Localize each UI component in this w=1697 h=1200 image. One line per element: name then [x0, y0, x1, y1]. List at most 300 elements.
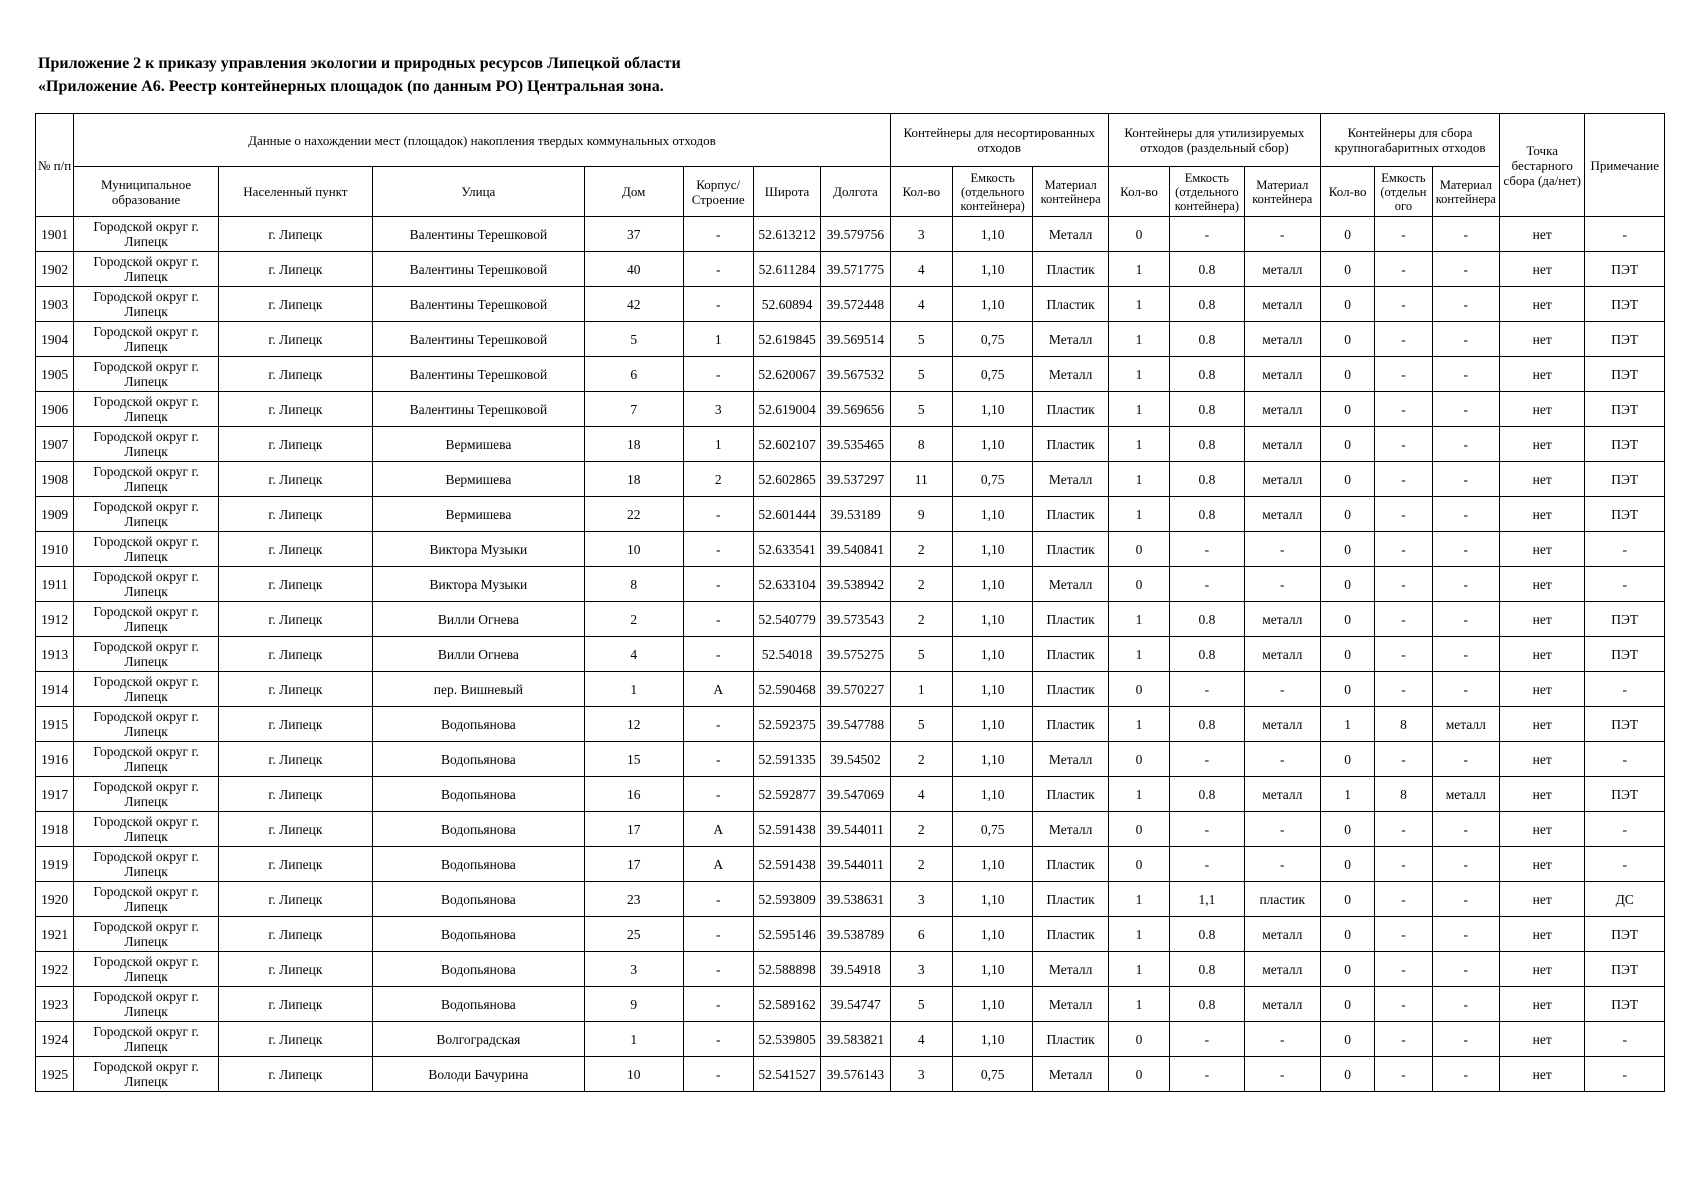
bulky-count-cell: 0 — [1320, 392, 1374, 427]
house-cell: 22 — [584, 497, 683, 532]
bulky-capacity-cell: - — [1375, 952, 1432, 987]
unsorted-material-cell: Металл — [1033, 217, 1108, 252]
note-cell: ПЭТ — [1585, 602, 1665, 637]
recyclable-count-cell: 1 — [1108, 777, 1169, 812]
note-cell: - — [1585, 217, 1665, 252]
table-row — [36, 812, 1665, 847]
bagless-cell: нет — [1499, 392, 1584, 427]
latitude-cell: 52.540779 — [753, 602, 820, 637]
bulky-capacity-cell: - — [1375, 812, 1432, 847]
table-row — [36, 847, 1665, 882]
recyclable-material-cell: металл — [1244, 952, 1320, 987]
unsorted-capacity-cell: 0,75 — [952, 322, 1032, 357]
recyclable-material-cell: - — [1244, 812, 1320, 847]
building-cell: - — [683, 1057, 753, 1092]
building-cell: - — [683, 952, 753, 987]
unsorted-count-cell: 4 — [890, 777, 952, 812]
recyclable-capacity-cell: 0.8 — [1170, 637, 1244, 672]
bulky-material-cell: - — [1432, 392, 1499, 427]
latitude-cell: 52.601444 — [753, 497, 820, 532]
unsorted-capacity-cell: 1,10 — [952, 427, 1032, 462]
recyclable-capacity-cell: 0.8 — [1170, 952, 1244, 987]
bagless-cell: нет — [1499, 882, 1584, 917]
unsorted-count-cell: 2 — [890, 602, 952, 637]
building-cell: - — [683, 742, 753, 777]
bulky-capacity-cell: - — [1375, 987, 1432, 1022]
bulky-capacity-cell: - — [1375, 532, 1432, 567]
recyclable-count-cell: 0 — [1108, 742, 1169, 777]
header-bulky-material: Материал контейнера — [1432, 167, 1499, 217]
unsorted-material-cell: Пластик — [1033, 427, 1108, 462]
recyclable-count-cell: 1 — [1108, 322, 1169, 357]
latitude-cell: 52.589162 — [753, 987, 820, 1022]
bulky-count-cell: 0 — [1320, 882, 1374, 917]
recyclable-capacity-cell: - — [1170, 217, 1244, 252]
street-cell: Валентины Терешковой — [372, 322, 584, 357]
bulky-material-cell: - — [1432, 497, 1499, 532]
latitude-cell: 52.619004 — [753, 392, 820, 427]
unsorted-count-cell: 5 — [890, 637, 952, 672]
unsorted-count-cell: 1 — [890, 672, 952, 707]
settlement-cell: г. Липецк — [218, 777, 372, 812]
street-cell: Водопьянова — [372, 952, 584, 987]
row-number: 1903 — [36, 287, 74, 322]
street-cell: Вермишева — [372, 497, 584, 532]
table-row — [36, 287, 1665, 322]
note-cell: ДС — [1585, 882, 1665, 917]
bulky-count-cell: 0 — [1320, 252, 1374, 287]
municipality-cell: Городской округ г. Липецк — [74, 357, 219, 392]
row-number: 1908 — [36, 462, 74, 497]
bagless-cell: нет — [1499, 917, 1584, 952]
settlement-cell: г. Липецк — [218, 427, 372, 462]
bulky-count-cell: 0 — [1320, 217, 1374, 252]
unsorted-count-cell: 5 — [890, 392, 952, 427]
settlement-cell: г. Липецк — [218, 567, 372, 602]
note-cell: ПЭТ — [1585, 392, 1665, 427]
settlement-cell: г. Липецк — [218, 217, 372, 252]
bulky-count-cell: 0 — [1320, 1022, 1374, 1057]
house-cell: 2 — [584, 602, 683, 637]
row-number: 1919 — [36, 847, 74, 882]
settlement-cell: г. Липецк — [218, 497, 372, 532]
house-cell: 7 — [584, 392, 683, 427]
unsorted-material-cell: Металл — [1033, 987, 1108, 1022]
recyclable-capacity-cell: 0.8 — [1170, 357, 1244, 392]
row-number: 1906 — [36, 392, 74, 427]
bagless-cell: нет — [1499, 812, 1584, 847]
unsorted-capacity-cell: 1,10 — [952, 252, 1032, 287]
street-cell: пер. Вишневый — [372, 672, 584, 707]
recyclable-capacity-cell: 0.8 — [1170, 287, 1244, 322]
table-row — [36, 357, 1665, 392]
settlement-cell: г. Липецк — [218, 392, 372, 427]
bagless-cell: нет — [1499, 952, 1584, 987]
house-cell: 12 — [584, 707, 683, 742]
house-cell: 17 — [584, 812, 683, 847]
settlement-cell: г. Липецк — [218, 532, 372, 567]
unsorted-count-cell: 2 — [890, 812, 952, 847]
recyclable-material-cell: металл — [1244, 287, 1320, 322]
header-bagless: Точка бестарного сбора (да/нет) — [1499, 114, 1584, 217]
bulky-material-cell: - — [1432, 1022, 1499, 1057]
house-cell: 16 — [584, 777, 683, 812]
bulky-count-cell: 0 — [1320, 357, 1374, 392]
table-row — [36, 322, 1665, 357]
unsorted-count-cell: 3 — [890, 1057, 952, 1092]
building-cell: - — [683, 497, 753, 532]
header-house: Дом — [584, 167, 683, 217]
unsorted-count-cell: 5 — [890, 987, 952, 1022]
recyclable-count-cell: 1 — [1108, 952, 1169, 987]
settlement-cell: г. Липецк — [218, 952, 372, 987]
latitude-cell: 52.590468 — [753, 672, 820, 707]
note-cell: ПЭТ — [1585, 252, 1665, 287]
house-cell: 42 — [584, 287, 683, 322]
building-cell: 3 — [683, 392, 753, 427]
longitude-cell: 39.538942 — [821, 567, 890, 602]
container-sites-registry-table — [35, 113, 1665, 1092]
recyclable-count-cell: 1 — [1108, 427, 1169, 462]
header-bulky-capacity: Емкость (отдельн ого — [1375, 167, 1432, 217]
bulky-capacity-cell: - — [1375, 497, 1432, 532]
header-latitude: Широта — [753, 167, 820, 217]
settlement-cell: г. Липецк — [218, 917, 372, 952]
header-street: Улица — [372, 167, 584, 217]
street-cell: Виктора Музыки — [372, 567, 584, 602]
bulky-count-cell: 0 — [1320, 287, 1374, 322]
latitude-cell: 52.591335 — [753, 742, 820, 777]
unsorted-capacity-cell: 1,10 — [952, 952, 1032, 987]
recyclable-capacity-cell: 0.8 — [1170, 322, 1244, 357]
table-row — [36, 1022, 1665, 1057]
row-number: 1907 — [36, 427, 74, 462]
street-cell: Валентины Терешковой — [372, 252, 584, 287]
latitude-cell: 52.611284 — [753, 252, 820, 287]
latitude-cell: 52.619845 — [753, 322, 820, 357]
recyclable-capacity-cell: 0.8 — [1170, 497, 1244, 532]
unsorted-material-cell: Пластик — [1033, 777, 1108, 812]
row-number: 1911 — [36, 567, 74, 602]
row-number: 1910 — [36, 532, 74, 567]
municipality-cell: Городской округ г. Липецк — [74, 1057, 219, 1092]
municipality-cell: Городской округ г. Липецк — [74, 917, 219, 952]
street-cell: Валентины Терешковой — [372, 357, 584, 392]
bagless-cell: нет — [1499, 287, 1584, 322]
note-cell: - — [1585, 672, 1665, 707]
row-number: 1914 — [36, 672, 74, 707]
table-row — [36, 602, 1665, 637]
latitude-cell: 52.591438 — [753, 847, 820, 882]
longitude-cell: 39.583821 — [821, 1022, 890, 1057]
street-cell: Вермишева — [372, 427, 584, 462]
bulky-capacity-cell: - — [1375, 1057, 1432, 1092]
recyclable-count-cell: 0 — [1108, 567, 1169, 602]
unsorted-material-cell: Пластик — [1033, 917, 1108, 952]
house-cell: 15 — [584, 742, 683, 777]
unsorted-count-cell: 5 — [890, 707, 952, 742]
header-recyclable-count: Кол-во — [1108, 167, 1169, 217]
recyclable-count-cell: 1 — [1108, 987, 1169, 1022]
building-cell: - — [683, 287, 753, 322]
bulky-count-cell: 0 — [1320, 847, 1374, 882]
bagless-cell: нет — [1499, 987, 1584, 1022]
row-number: 1925 — [36, 1057, 74, 1092]
header-recyclable-capacity: Емкость (отдельного контейнера) — [1170, 167, 1244, 217]
recyclable-material-cell: - — [1244, 1057, 1320, 1092]
bulky-capacity-cell: - — [1375, 602, 1432, 637]
bulky-material-cell: - — [1432, 812, 1499, 847]
recyclable-count-cell: 1 — [1108, 497, 1169, 532]
header-municipality: Муниципальное образование — [74, 167, 219, 217]
house-cell: 17 — [584, 847, 683, 882]
recyclable-count-cell: 0 — [1108, 1057, 1169, 1092]
bulky-count-cell: 0 — [1320, 532, 1374, 567]
bulky-material-cell: - — [1432, 217, 1499, 252]
recyclable-material-cell: металл — [1244, 707, 1320, 742]
bulky-capacity-cell: - — [1375, 357, 1432, 392]
row-number: 1917 — [36, 777, 74, 812]
table-row — [36, 777, 1665, 812]
bulky-material-cell: - — [1432, 287, 1499, 322]
recyclable-capacity-cell: 0.8 — [1170, 917, 1244, 952]
recyclable-count-cell: 1 — [1108, 462, 1169, 497]
settlement-cell: г. Липецк — [218, 707, 372, 742]
bulky-capacity-cell: - — [1375, 392, 1432, 427]
latitude-cell: 52.602865 — [753, 462, 820, 497]
bulky-capacity-cell: - — [1375, 1022, 1432, 1057]
bagless-cell: нет — [1499, 1057, 1584, 1092]
recyclable-count-cell: 0 — [1108, 812, 1169, 847]
municipality-cell: Городской округ г. Липецк — [74, 392, 219, 427]
municipality-cell: Городской округ г. Липецк — [74, 847, 219, 882]
house-cell: 9 — [584, 987, 683, 1022]
recyclable-material-cell: металл — [1244, 322, 1320, 357]
building-cell: - — [683, 602, 753, 637]
bulky-material-cell: - — [1432, 602, 1499, 637]
bulky-material-cell: металл — [1432, 777, 1499, 812]
row-number: 1916 — [36, 742, 74, 777]
bulky-count-cell: 0 — [1320, 497, 1374, 532]
table-sub-header-row — [36, 167, 1665, 217]
bulky-material-cell: - — [1432, 427, 1499, 462]
recyclable-material-cell: - — [1244, 1022, 1320, 1057]
row-number: 1905 — [36, 357, 74, 392]
recyclable-material-cell: металл — [1244, 637, 1320, 672]
table-row — [36, 637, 1665, 672]
house-cell: 1 — [584, 672, 683, 707]
table-row — [36, 882, 1665, 917]
bulky-capacity-cell: - — [1375, 917, 1432, 952]
unsorted-capacity-cell: 1,10 — [952, 497, 1032, 532]
unsorted-material-cell: Пластик — [1033, 532, 1108, 567]
unsorted-count-cell: 2 — [890, 532, 952, 567]
bulky-count-cell: 0 — [1320, 602, 1374, 637]
latitude-cell: 52.595146 — [753, 917, 820, 952]
municipality-cell: Городской округ г. Липецк — [74, 427, 219, 462]
unsorted-material-cell: Металл — [1033, 462, 1108, 497]
recyclable-count-cell: 1 — [1108, 287, 1169, 322]
unsorted-count-cell: 9 — [890, 497, 952, 532]
unsorted-material-cell: Металл — [1033, 357, 1108, 392]
bagless-cell: нет — [1499, 427, 1584, 462]
table-row — [36, 392, 1665, 427]
bagless-cell: нет — [1499, 707, 1584, 742]
recyclable-count-cell: 0 — [1108, 217, 1169, 252]
building-cell: - — [683, 532, 753, 567]
municipality-cell: Городской округ г. Липецк — [74, 462, 219, 497]
unsorted-capacity-cell: 0,75 — [952, 812, 1032, 847]
longitude-cell: 39.53189 — [821, 497, 890, 532]
recyclable-material-cell: пластик — [1244, 882, 1320, 917]
unsorted-capacity-cell: 1,10 — [952, 287, 1032, 322]
building-cell: - — [683, 1022, 753, 1057]
longitude-cell: 39.575275 — [821, 637, 890, 672]
latitude-cell: 52.633541 — [753, 532, 820, 567]
latitude-cell: 52.539805 — [753, 1022, 820, 1057]
longitude-cell: 39.567532 — [821, 357, 890, 392]
longitude-cell: 39.573543 — [821, 602, 890, 637]
latitude-cell: 52.541527 — [753, 1057, 820, 1092]
recyclable-capacity-cell: 0.8 — [1170, 777, 1244, 812]
bulky-capacity-cell: - — [1375, 847, 1432, 882]
building-cell: - — [683, 217, 753, 252]
unsorted-capacity-cell: 1,10 — [952, 882, 1032, 917]
bulky-capacity-cell: 8 — [1375, 707, 1432, 742]
note-cell: ПЭТ — [1585, 637, 1665, 672]
note-cell: ПЭТ — [1585, 357, 1665, 392]
unsorted-material-cell: Металл — [1033, 952, 1108, 987]
bulky-count-cell: 0 — [1320, 567, 1374, 602]
latitude-cell: 52.620067 — [753, 357, 820, 392]
street-cell: Валентины Терешковой — [372, 217, 584, 252]
bagless-cell: нет — [1499, 462, 1584, 497]
table-row — [36, 1057, 1665, 1092]
house-cell: 6 — [584, 357, 683, 392]
street-cell: Валентины Терешковой — [372, 392, 584, 427]
longitude-cell: 39.571775 — [821, 252, 890, 287]
bulky-count-cell: 0 — [1320, 952, 1374, 987]
unsorted-material-cell: Пластик — [1033, 287, 1108, 322]
table-row — [36, 987, 1665, 1022]
bulky-capacity-cell: - — [1375, 637, 1432, 672]
note-cell: - — [1585, 567, 1665, 602]
note-cell: ПЭТ — [1585, 917, 1665, 952]
municipality-cell: Городской округ г. Липецк — [74, 497, 219, 532]
bulky-material-cell: - — [1432, 322, 1499, 357]
bagless-cell: нет — [1499, 217, 1584, 252]
bulky-material-cell: - — [1432, 672, 1499, 707]
unsorted-capacity-cell: 1,10 — [952, 567, 1032, 602]
unsorted-count-cell: 5 — [890, 322, 952, 357]
unsorted-capacity-cell: 1,10 — [952, 707, 1032, 742]
table-group-header-row — [36, 114, 1665, 167]
recyclable-count-cell: 0 — [1108, 672, 1169, 707]
recyclable-capacity-cell: - — [1170, 847, 1244, 882]
settlement-cell: г. Липецк — [218, 322, 372, 357]
unsorted-capacity-cell: 1,10 — [952, 637, 1032, 672]
street-cell: Водопьянова — [372, 987, 584, 1022]
longitude-cell: 39.576143 — [821, 1057, 890, 1092]
bulky-capacity-cell: - — [1375, 567, 1432, 602]
building-cell: - — [683, 777, 753, 812]
header-bulky-group: Контейнеры для сбора крупногабаритных отходов — [1320, 114, 1499, 167]
bagless-cell: нет — [1499, 567, 1584, 602]
bagless-cell: нет — [1499, 532, 1584, 567]
unsorted-count-cell: 3 — [890, 952, 952, 987]
house-cell: 37 — [584, 217, 683, 252]
bagless-cell: нет — [1499, 1022, 1584, 1057]
street-cell: Вилли Огнева — [372, 637, 584, 672]
recyclable-capacity-cell: - — [1170, 812, 1244, 847]
settlement-cell: г. Липецк — [218, 357, 372, 392]
municipality-cell: Городской округ г. Липецк — [74, 252, 219, 287]
bulky-capacity-cell: - — [1375, 672, 1432, 707]
unsorted-material-cell: Пластик — [1033, 602, 1108, 637]
unsorted-count-cell: 4 — [890, 252, 952, 287]
street-cell: Волгоградская — [372, 1022, 584, 1057]
bulky-material-cell: - — [1432, 567, 1499, 602]
table-row — [36, 952, 1665, 987]
municipality-cell: Городской округ г. Липецк — [74, 707, 219, 742]
recyclable-count-cell: 0 — [1108, 1022, 1169, 1057]
settlement-cell: г. Липецк — [218, 672, 372, 707]
building-cell: 1 — [683, 322, 753, 357]
recyclable-material-cell: металл — [1244, 917, 1320, 952]
row-number: 1921 — [36, 917, 74, 952]
bulky-material-cell: - — [1432, 637, 1499, 672]
table-row — [36, 917, 1665, 952]
building-cell: - — [683, 707, 753, 742]
municipality-cell: Городской округ г. Липецк — [74, 322, 219, 357]
unsorted-material-cell: Металл — [1033, 742, 1108, 777]
longitude-cell: 39.570227 — [821, 672, 890, 707]
house-cell: 10 — [584, 1057, 683, 1092]
municipality-cell: Городской округ г. Липецк — [74, 952, 219, 987]
recyclable-material-cell: - — [1244, 847, 1320, 882]
recyclable-capacity-cell: - — [1170, 532, 1244, 567]
row-number: 1922 — [36, 952, 74, 987]
table-row — [36, 497, 1665, 532]
longitude-cell: 39.579756 — [821, 217, 890, 252]
unsorted-count-cell: 2 — [890, 847, 952, 882]
bagless-cell: нет — [1499, 847, 1584, 882]
municipality-cell: Городской округ г. Липецк — [74, 217, 219, 252]
unsorted-capacity-cell: 1,10 — [952, 742, 1032, 777]
recyclable-count-cell: 0 — [1108, 847, 1169, 882]
municipality-cell: Городской округ г. Липецк — [74, 567, 219, 602]
recyclable-material-cell: металл — [1244, 462, 1320, 497]
note-cell: - — [1585, 812, 1665, 847]
longitude-cell: 39.569514 — [821, 322, 890, 357]
header-recyclable-material: Материал контейнера — [1244, 167, 1320, 217]
settlement-cell: г. Липецк — [218, 462, 372, 497]
building-cell: - — [683, 882, 753, 917]
table-body — [36, 217, 1665, 1092]
unsorted-material-cell: Пластик — [1033, 392, 1108, 427]
street-cell: Вермишева — [372, 462, 584, 497]
house-cell: 3 — [584, 952, 683, 987]
bulky-material-cell: - — [1432, 917, 1499, 952]
recyclable-count-cell: 1 — [1108, 637, 1169, 672]
header-bulky-count: Кол-во — [1320, 167, 1374, 217]
header-recyclable-group: Контейнеры для утилизируемых отходов (раздельный сбор) — [1108, 114, 1320, 167]
bulky-capacity-cell: - — [1375, 882, 1432, 917]
bulky-material-cell: - — [1432, 357, 1499, 392]
bulky-capacity-cell: - — [1375, 427, 1432, 462]
unsorted-capacity-cell: 1,10 — [952, 777, 1032, 812]
settlement-cell: г. Липецк — [218, 602, 372, 637]
